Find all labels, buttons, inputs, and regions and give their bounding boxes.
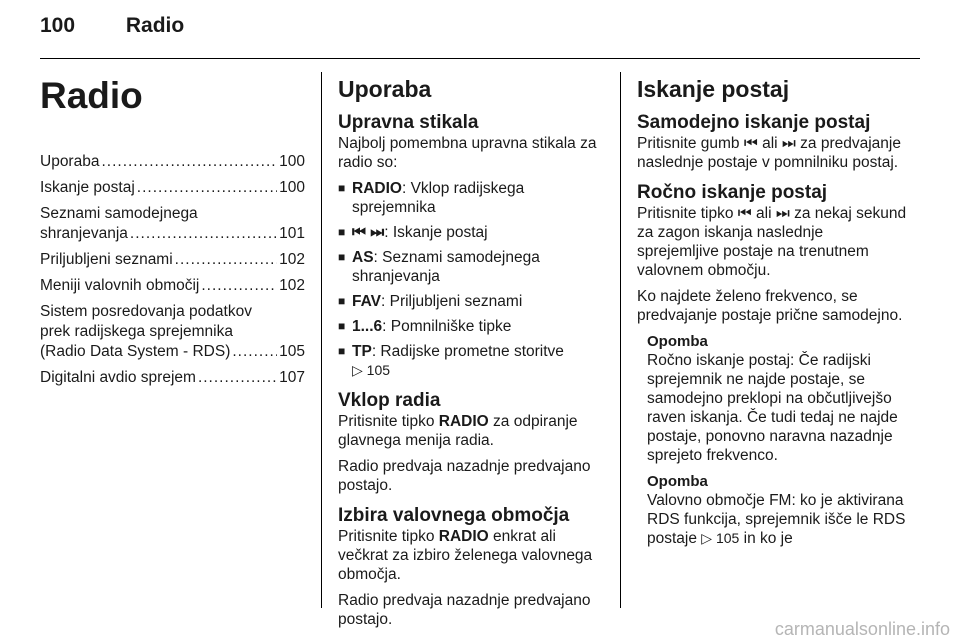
paragraph: Pritisnite gumb ⏮ ali ⏭ za predvajanje naslednje postaje v pomnilniku postaj. xyxy=(637,135,901,171)
paragraph: Radio predvaja nazadnje predvajano postajo. xyxy=(338,592,591,628)
usage-column xyxy=(338,72,608,636)
subheading-band: Izbira valovnega območja xyxy=(338,505,570,526)
column-divider xyxy=(620,72,621,608)
paragraph: Pritisnite tipko RADIO za odpiranje glavnega menija radia. xyxy=(338,413,578,449)
subheading-auto-search: Samodejno iskanje postaj xyxy=(637,112,871,133)
paragraph: Pritisnite tipko RADIO enkrat ali večkrat za izbiro želenega valovnega območja. xyxy=(338,528,593,583)
note-text: Valovno območje FM: ko je aktivirana RDS funkcija, sprejemnik išče le RDS postaje ▷ 105 in ko je xyxy=(647,492,906,547)
toc-entry[interactable]: Uporaba ..... 100 xyxy=(40,152,305,172)
list-item: ■ 1...6: Pomnilniške tipke xyxy=(338,317,608,336)
chapter-toc xyxy=(40,72,305,394)
seek-icon: ⏮ ⏭ xyxy=(352,224,385,241)
chapter-title: Radio xyxy=(40,75,143,116)
section-title: Radio xyxy=(125,14,185,37)
list-item: ■ ⏮ ⏭: Iskanje postaj xyxy=(338,223,608,242)
list-item: ■ TP: Radijske prometne storitve ▷ 105 xyxy=(338,342,608,380)
toc-entry[interactable]: Priljubljeni seznami ..... 102 xyxy=(40,250,305,270)
paragraph: Ko najdete želeno frekvenco, se predvajanje postaje prične samodejno. xyxy=(637,288,903,324)
toc-entry[interactable]: Meniji valovnih območij ..... 102 xyxy=(40,276,305,296)
toc-entry[interactable]: Iskanje postaj ..... 100 xyxy=(40,178,305,198)
section-heading-search: Iskanje postaj xyxy=(637,76,790,102)
column-divider xyxy=(321,72,322,608)
note-box xyxy=(647,472,907,548)
note-text: Ročno iskanje postaj: Če radijski sprejemnik ne najde postaje, se samodejno preklopi na občutljivejšo raven iskanja. Če tudi tedaj ne najde postaje, ponovno naravna nazadnje sprejeto frekvenco. xyxy=(647,352,898,464)
page-ref-link[interactable]: ▷ 105 xyxy=(701,530,740,546)
controls-list xyxy=(338,179,608,380)
subheading-radio-on: Vklop radia xyxy=(338,390,441,411)
page-number: 100 xyxy=(40,14,76,37)
controls-intro: Najbolj pomembna upravna stikala za radio so: xyxy=(338,135,597,171)
station-search-column xyxy=(637,72,907,555)
subheading-manual-search: Ročno iskanje postaj xyxy=(637,182,828,203)
subheading-controls: Upravna stikala xyxy=(338,112,479,133)
toc-entry[interactable]: Seznami samodejnega shranjevanja ..... 101 xyxy=(40,204,305,244)
note-title: Opomba xyxy=(647,473,708,490)
page-ref-link[interactable]: ▷ 105 xyxy=(352,362,391,378)
page-header xyxy=(40,14,184,38)
list-item: ■ FAV: Priljubljeni seznami xyxy=(338,292,608,311)
watermark: carmanualsonline.info xyxy=(774,619,950,639)
paragraph: Radio predvaja nazadnje predvajano postajo. xyxy=(338,458,591,494)
section-heading-uporaba: Uporaba xyxy=(338,76,432,102)
toc-entry[interactable]: Sistem posredovanja podatkov prek radijskega sprejemnika (Radio Data System - RDS) ..... 105 xyxy=(40,302,305,362)
header-divider xyxy=(40,58,920,59)
toc-entry[interactable]: Digitalni avdio sprejem ..... 107 xyxy=(40,368,305,388)
note-box xyxy=(647,332,907,465)
list-item: ■ AS: Seznami samodejnega shranjevanja xyxy=(338,248,608,286)
paragraph: Pritisnite tipko ⏮ ali ⏭ za nekaj sekund za zagon iskanja naslednje sprejemljive postaje na trenutnem valovnem območju. xyxy=(637,205,907,279)
note-title: Opomba xyxy=(647,333,708,350)
list-item: ■ RADIO: Vklop radijskega sprejemnika xyxy=(338,179,608,217)
